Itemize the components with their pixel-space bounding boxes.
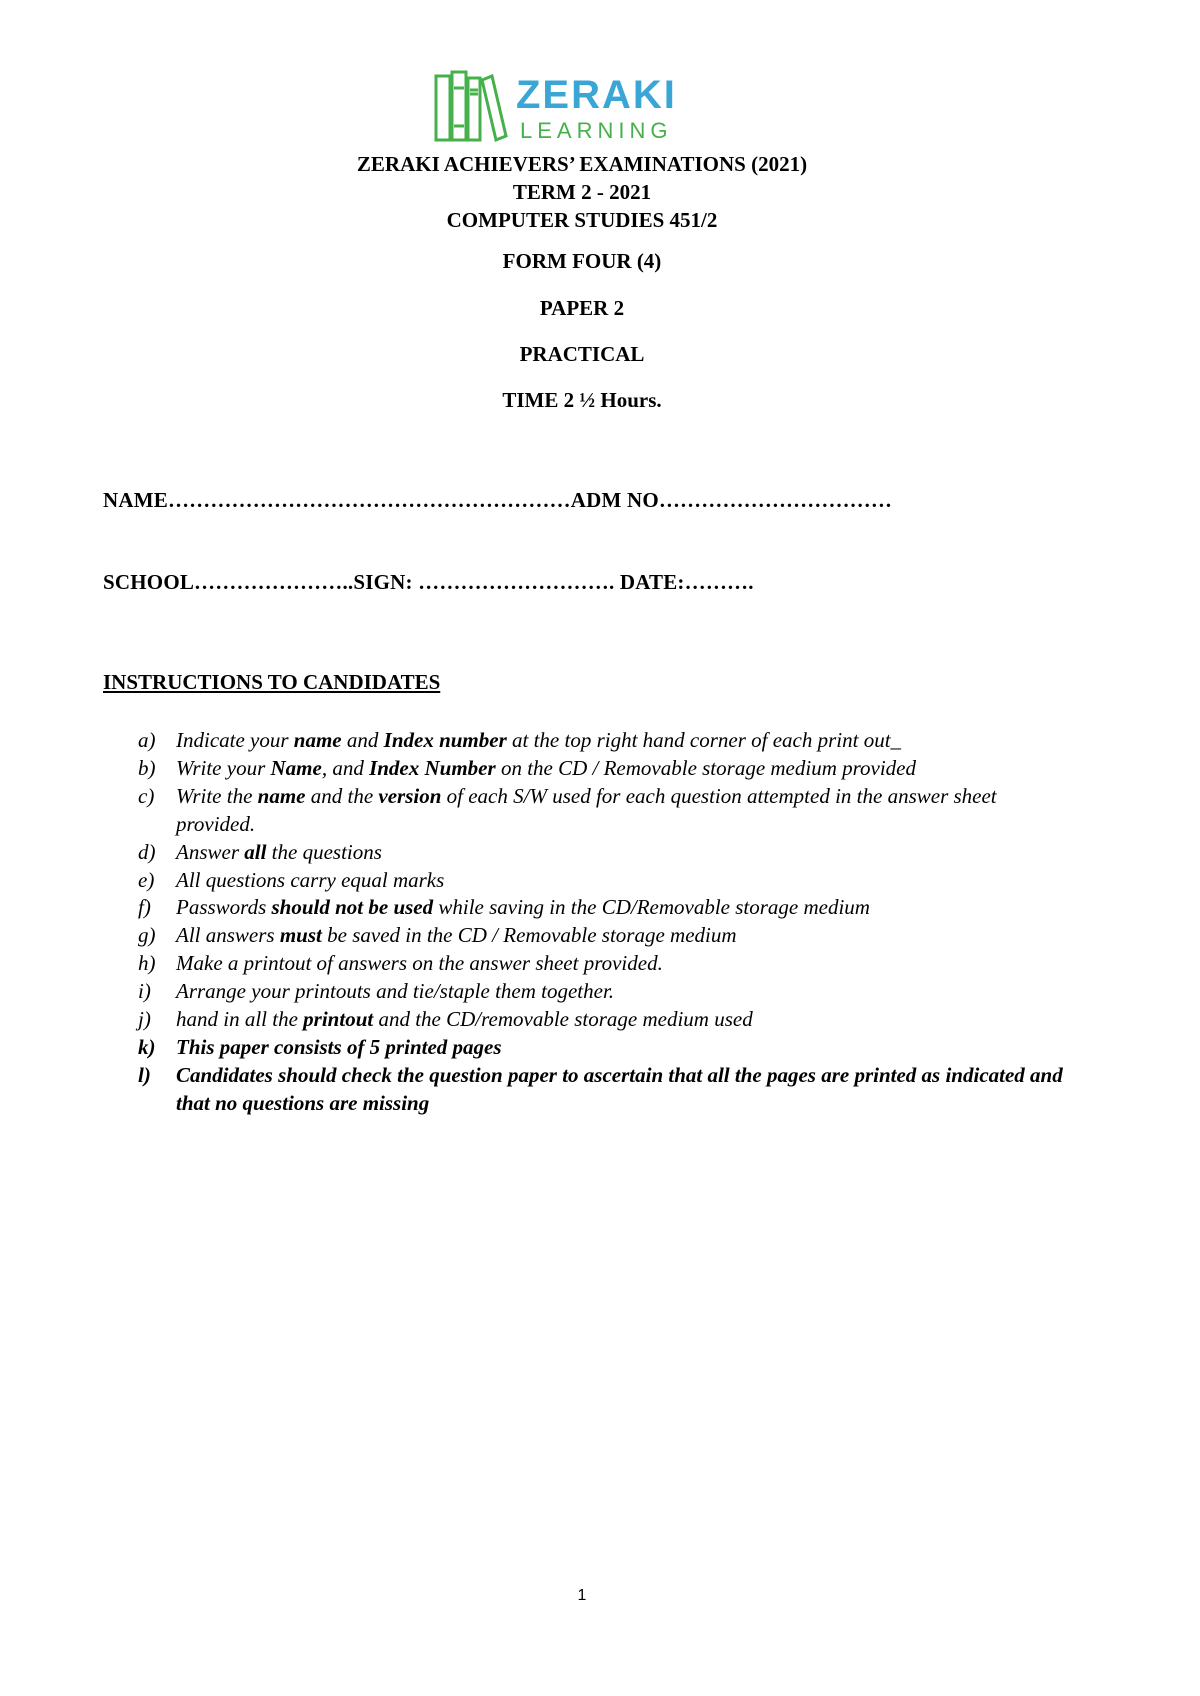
instruction-marker: l): [138, 1062, 151, 1087]
exam-term: TERM 2 - 2021: [512, 180, 652, 204]
instruction-item: [138, 783, 1078, 839]
instruction-text: the questions: [266, 839, 382, 864]
instruction-text: , and: [321, 755, 370, 780]
exam-time: TIME 2 ½ Hours.: [502, 388, 662, 412]
instruction-text: Candidates should check the question paper to ascertain that all the pages are printed as indicated and that no questions are missing: [176, 1062, 1063, 1115]
instruction-text: Indicate your: [176, 728, 294, 752]
instruction-emphasis: name: [257, 783, 306, 808]
instruction-item: [138, 727, 1078, 755]
instruction-item: [138, 922, 1078, 950]
instruction-emphasis: printout: [303, 1007, 374, 1032]
instruction-emphasis: all: [244, 839, 267, 864]
exam-form: FORM FOUR (4): [502, 249, 662, 273]
instruction-marker: b): [138, 755, 156, 780]
instruction-text: of each S/W used for each question attempted in the answer sheet provided.: [176, 783, 997, 836]
instruction-text: Answer: [176, 839, 245, 864]
exam-header: [0, 150, 1164, 234]
instruction-item: [138, 839, 1078, 867]
exam-paper: PAPER 2: [539, 296, 625, 320]
instruction-emphasis: version: [378, 783, 442, 808]
instruction-marker: d): [138, 839, 156, 864]
instruction-text: and: [341, 728, 384, 752]
instruction-text: This paper consists of 5 printed pages: [176, 1034, 502, 1059]
instruction-marker: c): [138, 783, 155, 808]
instruction-marker: h): [138, 951, 156, 976]
instruction-marker: a): [138, 728, 156, 752]
instruction-emphasis: Name: [270, 755, 322, 780]
instruction-marker: f): [138, 895, 151, 920]
school-sign-date-field-line: SCHOOL…………………..SIGN: ………………………. DATE:……….: [103, 570, 754, 594]
zeraki-logo: [430, 70, 710, 144]
instruction-text: be saved in the CD / Removable storage medium: [321, 923, 737, 948]
books-icon: [430, 70, 710, 144]
instruction-item: [138, 950, 1078, 978]
instruction-item: [138, 1034, 1078, 1062]
instruction-emphasis: name: [293, 728, 342, 752]
instruction-text: All answers: [176, 923, 280, 948]
instruction-marker: j): [138, 1007, 151, 1032]
instruction-emphasis: Index number: [383, 728, 507, 752]
instruction-item: [138, 867, 1078, 895]
exam-title: ZERAKI ACHIEVERS’ EXAMINATIONS (2021): [356, 152, 808, 176]
instruction-text: Make a printout of answers on the answer sheet provided.: [176, 951, 663, 976]
logo-subtitle-text: LEARNING: [520, 118, 673, 143]
page-number: 1: [577, 1587, 587, 1604]
instruction-text: Passwords: [176, 895, 272, 920]
instruction-text: hand in all the: [176, 1007, 304, 1032]
instruction-emphasis: Index Number: [369, 755, 496, 780]
instruction-text: Arrange your printouts and tie/staple them together.: [176, 979, 615, 1004]
instruction-text: while saving in the CD/Removable storage medium: [433, 895, 870, 920]
instruction-text: and the CD/removable storage medium used: [373, 1007, 753, 1032]
exam-subject: COMPUTER STUDIES 451/2: [446, 208, 718, 232]
instruction-text: on the CD / Removable storage medium provided: [495, 755, 916, 780]
instruction-marker: e): [138, 867, 155, 892]
instruction-emphasis: must: [279, 923, 322, 948]
instruction-text: All questions carry equal marks: [176, 867, 445, 892]
instructions-list: [138, 727, 1078, 1118]
logo-brand-text: ZERAKI: [516, 73, 677, 117]
instruction-text: Write the: [176, 783, 258, 808]
instruction-item: [138, 1006, 1078, 1034]
instruction-item: [138, 1062, 1078, 1118]
instruction-marker: g): [138, 923, 156, 948]
instruction-text: at the top right hand corner of each print out_: [506, 728, 902, 752]
instruction-text: Write your: [176, 755, 271, 780]
instruction-item: [138, 978, 1078, 1006]
instruction-marker: k): [138, 1034, 156, 1059]
instructions-title: INSTRUCTIONS TO CANDIDATES: [103, 670, 441, 694]
instruction-emphasis: should not be used: [271, 895, 434, 920]
name-adm-field-line: NAME…………………………………………………ADM NO……………………………: [103, 488, 893, 512]
instruction-text: and the: [305, 783, 379, 808]
instruction-item: [138, 755, 1078, 783]
instruction-item: [138, 894, 1078, 922]
exam-type: PRACTICAL: [519, 342, 645, 366]
instruction-marker: i): [138, 979, 151, 1004]
